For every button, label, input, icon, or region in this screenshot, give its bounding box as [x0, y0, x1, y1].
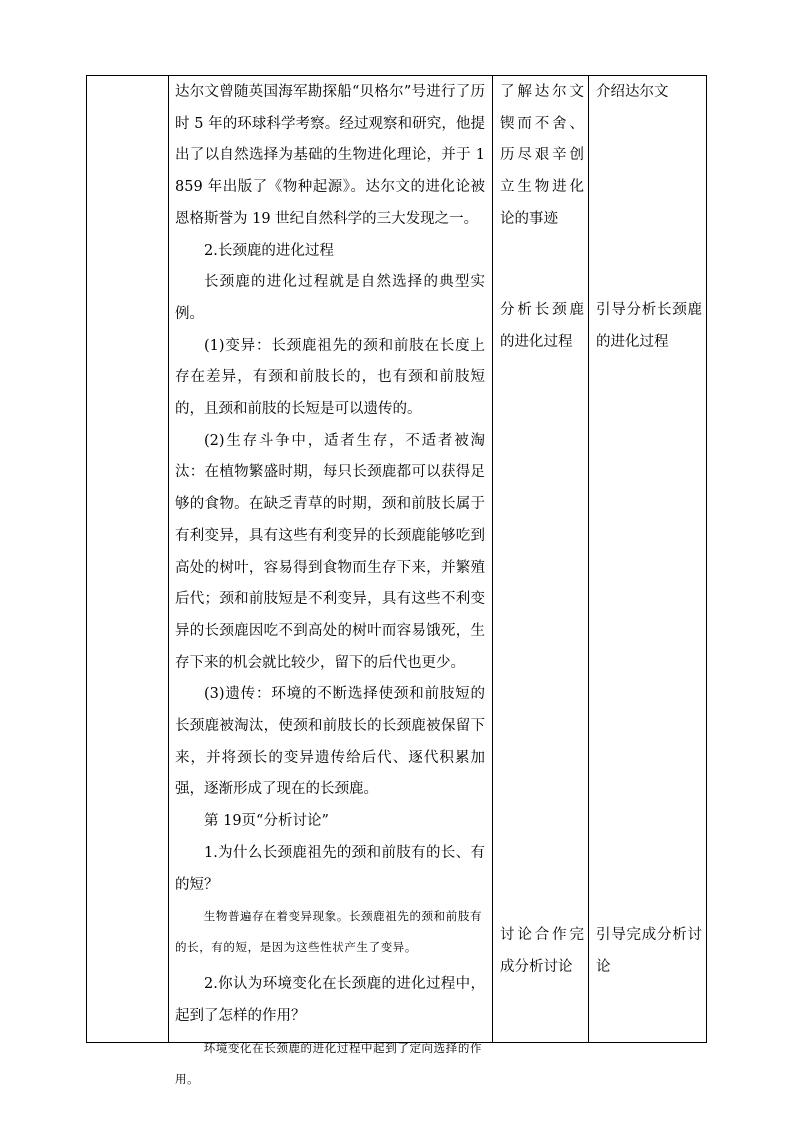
- teacher-cell-1: [590, 77, 706, 109]
- darwin-intro: 达尔文曾随英国海军勘探船“贝格尔”号进行了历时 5 年的环球科学考察。经过观察和研究，他提出了以自然选择为基础的生物进化理论，并于 1859 年出版了《物种起源》。达尔文的进化论被恩格斯誉为 19 世纪自然科学的三大发现之一。: [175, 84, 485, 227]
- teacher-cell-3: [590, 920, 706, 983]
- question-2: 2.你认为环境变化在长颈鹿的进化过程中，起到了怎样的作用？: [175, 976, 485, 1024]
- content-column: [169, 76, 491, 1095]
- student-cell-1: [494, 77, 588, 236]
- column-divider: [588, 76, 589, 1042]
- answer-2-handwritten: 环境变化在长颈鹿的进化过程中起到了定向选择的作用。: [175, 1040, 483, 1086]
- example-text: 长颈鹿的进化过程就是自然选择的典型实例。: [175, 274, 485, 322]
- lesson-table: [86, 75, 707, 1086]
- heredity-text: (3)遗传：环境的不断选择使颈和前肢短的长颈鹿被淘汰，使颈和前肢长的长颈鹿被保留下来，并将颈长的变异遗传给后代、逐代积累加强，逐渐形成了现在的长颈鹿。: [175, 686, 485, 798]
- teacher-activity-3: 引导完成分析讨论: [596, 927, 702, 975]
- variation-text: (1)变异：长颈鹿祖先的颈和前肢在长度上存在差异，有颈和前肢长的，也有颈和前肢短的，且颈和前肢的长短是可以遗传的。: [175, 337, 485, 418]
- teacher-activity-1: 介绍达尔文: [596, 84, 669, 100]
- student-cell-3: [494, 920, 588, 983]
- teacher-cell-2: [590, 295, 706, 358]
- student-activity-2: 分析长颈鹿的进化过程: [500, 302, 584, 350]
- student-cell-2: [494, 295, 588, 358]
- answer-1-handwritten: 生物普遍存在着变异现象。长颈鹿祖先的颈和前肢有的长，有的短，是因为这些性状产生了变异。: [175, 909, 483, 955]
- struggle-text: (2)生存斗争中，适者生存，不适者被淘汰：在植物繁盛时期，每只长颈鹿都可以获得足够的食物。在缺乏青草的时期，颈和前肢长属于有利变异，具有这些有利变异的长颈鹿能够吃到高处的树叶，容易得到食物而生存下来，并繁殖后代；颈和前肢短是不利变异，具有这些不利变异的长颈鹿因吃不到高处的树叶而容易饿死，生存下来的机会就比较少，留下的后代也更少。: [175, 432, 485, 671]
- student-activity-1: 了解达尔文锲而不舍、历尽艰辛创立生物进化论的事迹: [500, 84, 584, 227]
- column-divider: [492, 76, 493, 1042]
- student-activity-3: 讨论合作完成分析讨论: [500, 927, 584, 975]
- question-1: 1.为什么长颈鹿祖先的颈和前肢有的长、有的短？: [175, 844, 485, 893]
- section-heading: 2.长颈鹿的进化过程: [204, 242, 334, 259]
- discussion-title: 第 19页“分析讨论”: [204, 813, 329, 830]
- teacher-activity-2: 引导分析长颈鹿的进化过程: [596, 302, 702, 350]
